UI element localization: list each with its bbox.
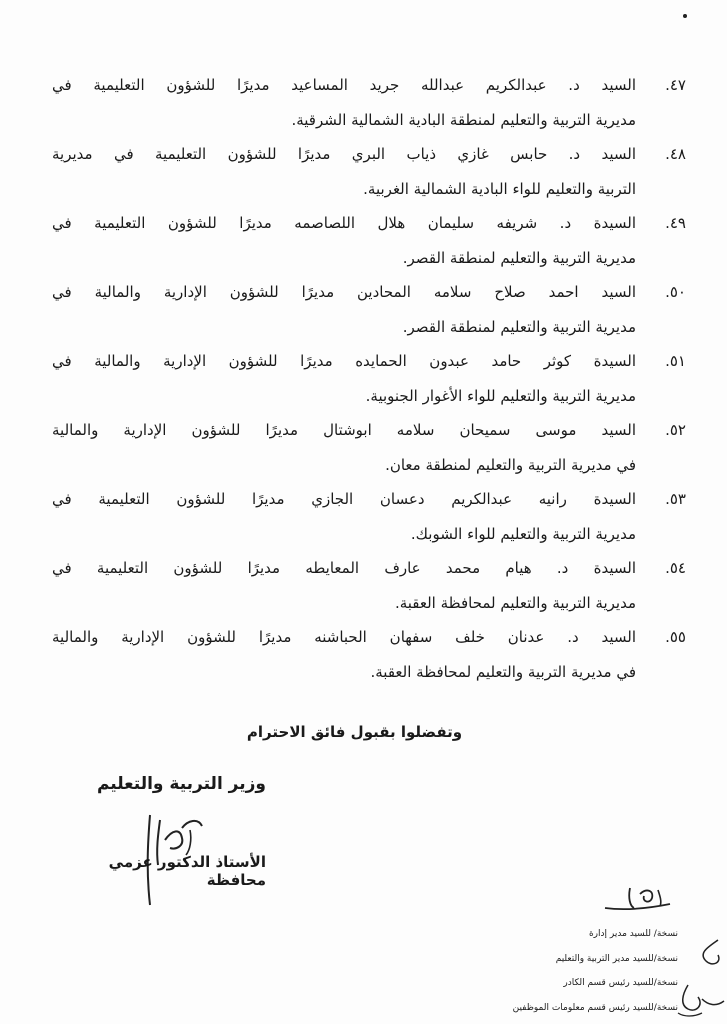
item-text-line1: السيد د. حابس غازي ذياب البري مديرًا للشؤون التعليمية في مديرية <box>52 145 636 163</box>
item-number: ٥٣. <box>665 490 686 508</box>
item-text-line1: السيد د. عدنان خلف سفهان الحباشنه مديرًا للشؤون الإدارية والمالية <box>52 628 636 646</box>
item-text-line2: في مديرية التربية والتعليم لمحافظة العقبة. <box>370 663 636 681</box>
item-number: ٥٢. <box>665 421 686 439</box>
item-text-line2: مديرية التربية والتعليم لمنطقة القصر. <box>402 249 636 267</box>
list-item <box>52 346 686 415</box>
item-text-line2: مديرية التربية والتعليم للواء الشوبك. <box>410 525 636 543</box>
item-text-line2: التربية والتعليم للواء البادية الشمالية الغربية. <box>363 180 636 198</box>
item-text-line1: السيد موسى سميحان سلامه ابوشتال مديرًا للشؤون الإدارية والمالية <box>52 421 636 439</box>
item-number: ٥١. <box>665 352 686 370</box>
corner-dot <box>683 14 687 18</box>
closing-line <box>0 723 727 741</box>
margin-handwriting <box>668 935 727 1020</box>
list-item <box>52 553 686 622</box>
item-text-line1: السيدة د. شريفه سليمان هلال اللصاصمه مديرًا للشؤون التعليمية في <box>52 214 636 232</box>
closing-text: وتفضلوا بقبول فائق الاحترام <box>246 723 463 741</box>
copy-line: نسخة/ للسيد مدير إدارة <box>588 929 678 939</box>
copies-list <box>470 922 678 1020</box>
item-number: ٤٧. <box>665 76 686 94</box>
item-text-line1: السيدة د. هيام محمد عارف المعايطه مديرًا للشؤون التعليمية في <box>52 559 636 577</box>
signatory-title: وزير التربية والتعليم <box>96 774 266 794</box>
item-number: ٥٥. <box>665 628 686 646</box>
appointments-list <box>52 70 686 691</box>
item-text-line1: السيد احمد صلاح سلامه المحادين مديرًا للشؤون الإدارية والمالية في <box>52 283 636 301</box>
signatory-name: الأستاذ الدكتور عزمي محافظة <box>108 853 266 889</box>
item-text-line2: مديرية التربية والتعليم لمحافظة العقبة. <box>394 594 636 612</box>
item-text-line2: مديرية التربية والتعليم لمنطقة البادية الشمالية الشرقية. <box>291 111 636 129</box>
list-item <box>52 415 686 484</box>
item-number: ٤٩. <box>665 214 686 232</box>
copy-line: نسخة/للسيد مدير التربية والتعليم <box>555 953 678 964</box>
handwritten-initials <box>600 880 680 920</box>
list-item <box>52 277 686 346</box>
item-text-line2: مديرية التربية والتعليم لمنطقة القصر. <box>402 318 636 336</box>
list-item <box>52 208 686 277</box>
list-item <box>52 70 686 139</box>
copy-line: نسخة/للسيد رئيس قسم الكادر <box>563 978 678 988</box>
item-number: ٥٠. <box>665 283 686 301</box>
list-item <box>52 139 686 208</box>
item-text-line2: مديرية التربية والتعليم للواء الأغوار الجنوبية. <box>365 387 636 405</box>
item-text-line2: في مديرية التربية والتعليم لمنطقة معان. <box>385 456 636 474</box>
item-text-line1: السيدة رانيه عبدالكريم دعسان الجازي مديرًا للشؤون التعليمية في <box>52 490 636 508</box>
list-item <box>52 622 686 691</box>
list-item <box>52 484 686 553</box>
item-text-line1: السيد د. عبدالكريم عبدالله جريد المساعيد مديرًا للشؤون التعليمية في <box>52 76 636 94</box>
copy-line: نسخة/للسيد رئيس قسم معلومات الموظفين <box>512 1002 678 1013</box>
item-number: ٤٨. <box>665 145 686 163</box>
item-text-line1: السيدة كوثر حامد عبدون الحمايده مديرًا للشؤون الإدارية والمالية في <box>52 352 636 370</box>
item-number: ٥٤. <box>665 559 686 577</box>
